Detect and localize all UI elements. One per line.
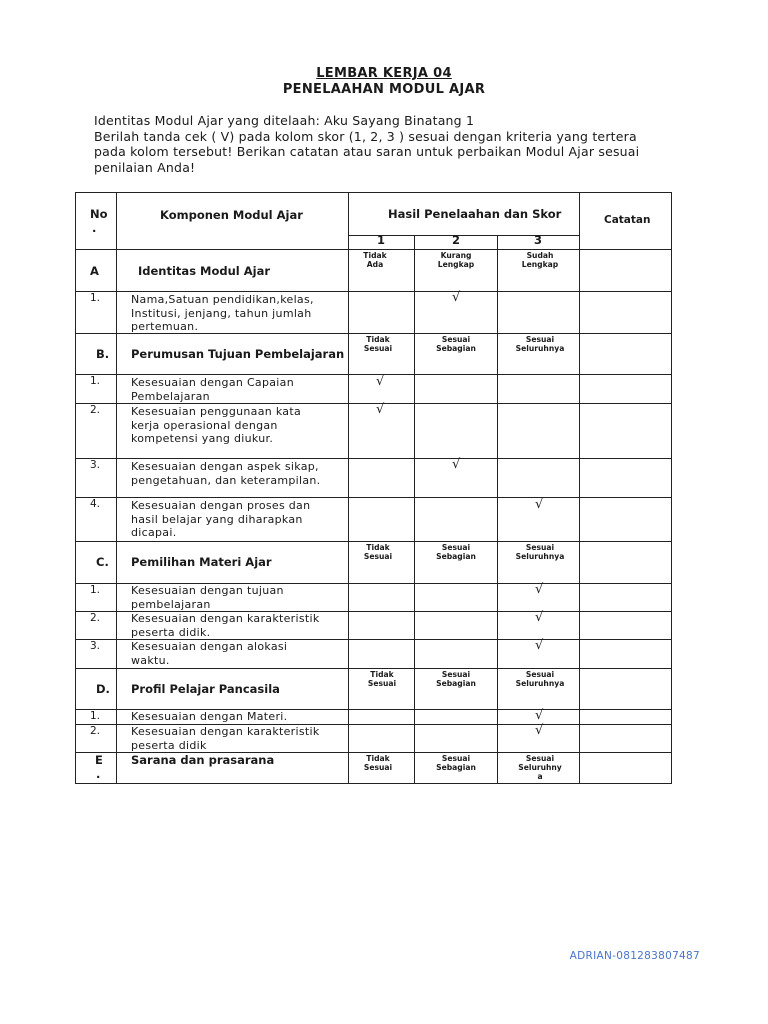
row-text: Kesesuaian dengan Capaian Pembelajaran — [131, 376, 294, 403]
intro-line-3: pada kolom tersebut! Berikan catatan atau saran untuk perbaikan Modul Ajar sesuai — [94, 144, 640, 159]
check-mark: √ — [376, 402, 385, 417]
section-a-score3-label: Sudah Lengkap — [521, 251, 559, 269]
row-number: 3. — [90, 640, 101, 652]
check-mark: √ — [376, 374, 385, 389]
section-d-score2-label: Sesuai Sebagian — [436, 670, 476, 688]
section-a-score1-label: Tidak Ada — [363, 251, 387, 269]
row-number: 3. — [90, 459, 101, 471]
section-e-label-dot: . — [96, 767, 101, 781]
divider — [76, 497, 671, 498]
section-e-score2-label: Sesuai Sebagian — [436, 754, 476, 772]
header-no: No — [90, 207, 108, 221]
row-number: 1. — [90, 710, 101, 722]
intro-line-1: Identitas Modul Ajar yang ditelaah: Aku Sayang Binatang 1 — [94, 113, 475, 128]
header-komponen: Komponen Modul Ajar — [160, 208, 303, 222]
intro-line-4: penilaian Anda! — [94, 159, 196, 175]
row-number: 2. — [90, 404, 101, 416]
divider — [76, 403, 671, 404]
row-text: Kesesuaian dengan proses dan hasil belajar yang diharapkan dicapai. — [131, 499, 311, 539]
section-c-score2-label: Sesuai Sebagian — [436, 543, 476, 561]
score-3-header: 3 — [534, 233, 543, 247]
worksheet-title: LEMBAR KERJA 04 — [316, 66, 452, 81]
section-c-label: C. — [96, 555, 109, 569]
row-text: Kesesuaian dengan Materi. — [131, 710, 288, 723]
score-1-header: 1 — [377, 233, 386, 247]
divider — [579, 193, 580, 784]
row-text: Kesesuaian dengan tujuan pembelajaran — [131, 584, 284, 611]
divider — [76, 291, 671, 292]
row-number: 2. — [90, 725, 101, 737]
row-text: Kesesuaian dengan alokasi waktu. — [131, 640, 288, 667]
divider — [76, 668, 671, 669]
section-b-label: B. — [96, 347, 110, 361]
section-b-score2-label: Sesuai Sebagian — [436, 335, 476, 353]
section-d-title: Profil Pelajar Pancasila — [131, 682, 280, 696]
row-text: Kesesuaian dengan karakteristik peserta didik — [131, 725, 320, 752]
divider — [76, 249, 671, 250]
row-number: 4. — [90, 498, 101, 510]
score-2-header: 2 — [452, 233, 461, 247]
assessment-table — [75, 192, 672, 784]
row-number: 2. — [90, 612, 101, 624]
section-d-score3-label: Sesuai Seluruhnya — [515, 670, 565, 688]
instructions — [94, 113, 674, 175]
divider — [116, 193, 117, 784]
section-a-title: Identitas Modul Ajar — [138, 264, 271, 278]
row-text: Kesesuaian dengan aspek sikap, pengetahuan, dan keterampilan. — [131, 460, 321, 487]
section-e-label: E — [95, 753, 103, 767]
check-mark: √ — [535, 723, 544, 738]
check-mark: √ — [535, 497, 544, 512]
check-mark: √ — [535, 708, 544, 723]
section-b-score1-label: Tidak Sesuai — [363, 335, 393, 353]
header-hasil: Hasil Penelaahan dan Skor — [388, 207, 562, 221]
divider — [414, 235, 415, 784]
divider — [348, 193, 349, 784]
section-e-title: Sarana dan prasarana — [131, 753, 275, 767]
section-a-label: A — [90, 264, 99, 278]
intro-line-2: Berilah tanda cek ( V) pada kolom skor (1, 2, 3 ) sesuai dengan kriteria yang tertera — [94, 128, 637, 144]
section-c-score1-label: Tidak Sesuai — [363, 543, 393, 561]
row-number: 1. — [90, 375, 101, 387]
section-d-label: D. — [96, 682, 110, 696]
section-b-title: Perumusan Tujuan Pembelajaran — [131, 347, 345, 361]
section-d-score1-label: Tidak Sesuai — [367, 670, 397, 688]
section-e-score1-label: Tidak Sesuai — [363, 754, 393, 772]
row-text: Kesesuaian dengan karakteristik peserta didik. — [131, 612, 320, 639]
divider — [76, 374, 671, 375]
header-catatan: Catatan — [604, 214, 651, 226]
worksheet-subtitle: PENELAAHAN MODUL AJAR — [282, 82, 486, 97]
check-mark: √ — [535, 582, 544, 597]
check-mark: √ — [535, 638, 544, 653]
divider — [76, 541, 671, 542]
header-no-dot: . — [92, 221, 97, 235]
section-c-title: Pemilihan Materi Ajar — [131, 555, 272, 569]
section-b-score3-label: Sesuai Seluruhnya — [515, 335, 565, 353]
section-e-score3-label: Sesuai Seluruhny a — [518, 754, 562, 781]
section-a-score2-label: Kurang Lengkap — [437, 251, 475, 269]
row-text: Kesesuaian penggunaan kata kerja operasional dengan kompetensi yang diukur. — [131, 405, 301, 445]
check-mark: √ — [535, 610, 544, 625]
row-number: 1. — [90, 292, 101, 304]
section-c-score3-label: Sesuai Seluruhnya — [515, 543, 565, 561]
check-mark: √ — [452, 457, 461, 472]
row-number: 1. — [90, 584, 101, 596]
check-mark: √ — [452, 290, 461, 305]
divider — [497, 235, 498, 784]
row-text: Nama,Satuan pendidikan,kelas, Institusi, jenjang, tahun jumlah pertemuan. — [131, 293, 314, 333]
author-watermark: ADRIAN-081283807487 — [569, 950, 700, 962]
divider — [76, 458, 671, 459]
